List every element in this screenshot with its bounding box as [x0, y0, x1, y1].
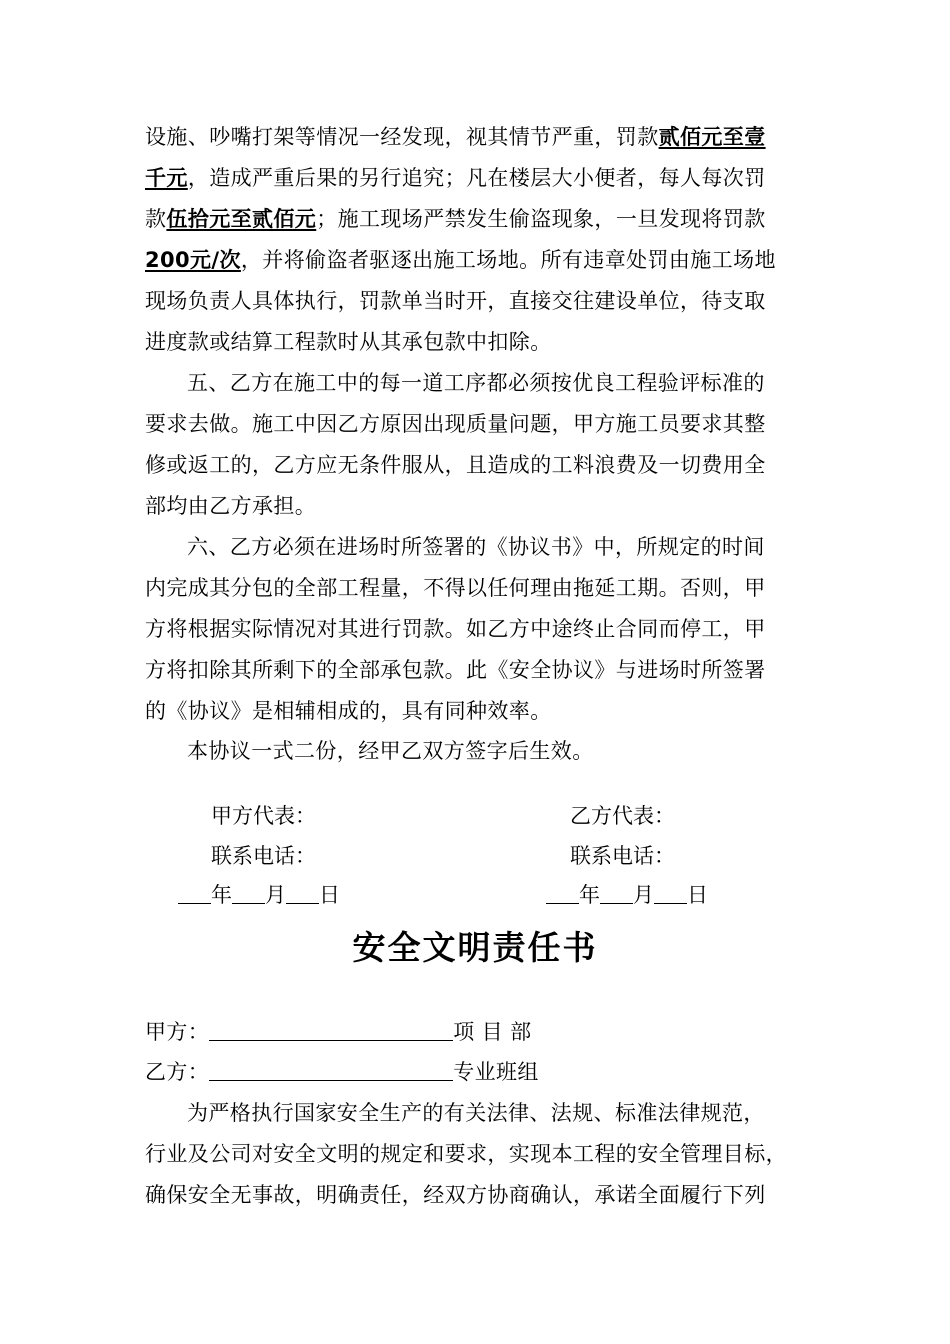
party-b-blank [209, 1058, 453, 1081]
text-run: ，并将偷盗者驱逐出施工场地。所有违章处罚由施工场地 [240, 248, 776, 272]
text-line: 方将根据实际情况对其进行罚款。如乙方中途终止合同而停工，甲 [145, 617, 766, 641]
text-run: 款 [145, 207, 167, 231]
party-b-line [145, 1052, 539, 1092]
party-b-rep-label: 乙方代表： [570, 804, 675, 828]
fine-amount: 伍拾元至贰佰元 [166, 207, 317, 231]
month-label: 月 [633, 883, 654, 907]
year-label: 年 [211, 883, 232, 907]
fine-amount: 贰佰元至壹 [658, 125, 766, 149]
party-a-suffix: 项 目 部 [453, 1020, 532, 1044]
day-label: 日 [319, 883, 340, 907]
year-label: 年 [579, 883, 600, 907]
text-line: 内完成其分包的全部工程量，不得以任何理由拖延工期。否则，甲 [145, 576, 766, 600]
closing-line: 本协议一式二份，经甲乙双方签字后生效。 [187, 739, 594, 763]
date-blank [546, 881, 579, 904]
day-label: 日 [687, 883, 708, 907]
date-blank [654, 881, 687, 904]
text-line: 行业及公司对安全文明的规定和要求，实现本工程的安全管理目标， [145, 1142, 787, 1166]
clause-6-first-line: 六、乙方必须在进场时所签署的《协议书》中，所规定的时间 [187, 535, 765, 559]
text-run: ，造成严重后果的另行追究；凡在楼层大小便者，每人每次罚 [187, 166, 766, 190]
party-b-label: 乙方： [145, 1060, 210, 1084]
text-line: 确保安全无事故，明确责任，经双方协商确认，承诺全面履行下列 [145, 1183, 766, 1207]
party-a-date [178, 875, 340, 915]
document-title: 安全文明责任书 [352, 928, 598, 967]
text-line: 方将扣除其所剩下的全部承包款。此《安全协议》与进场时所签署 [145, 658, 766, 682]
date-blank [600, 881, 633, 904]
intro-first-line: 为严格执行国家安全生产的有关法律、法规、标准法律规范， [187, 1101, 765, 1125]
party-a-label: 甲方： [145, 1020, 210, 1044]
party-a-line [145, 1012, 532, 1052]
text-run: ；施工现场严禁发生偷盗现象，一旦发现将罚款 [316, 207, 766, 231]
fine-amount: 千元 [145, 166, 188, 190]
text-line: 进度款或结算工程款时从其承包款中扣除。 [145, 330, 552, 354]
text-line: 现场负责人具体执行，罚款单当时开，直接交往建设单位，待支取 [145, 289, 766, 313]
fine-amount: 200元/次 [145, 248, 241, 272]
date-blank [232, 881, 265, 904]
party-a-blank [209, 1018, 453, 1041]
text-line: 的《协议》是相辅相成的，具有同种效率。 [145, 699, 552, 723]
text-line [145, 117, 766, 157]
date-blank [286, 881, 319, 904]
text-line: 部均由乙方承担。 [145, 494, 317, 518]
text-line: 要求去做。施工中因乙方原因出现质量问题，甲方施工员要求其整 [145, 412, 766, 436]
party-b-date [546, 875, 708, 915]
party-b-suffix: 专业班组 [453, 1060, 539, 1084]
date-blank [178, 881, 211, 904]
clause-5-first-line: 五、乙方在施工中的每一道工序都必须按优良工程验评标准的 [187, 371, 765, 395]
party-a-rep-label: 甲方代表： [211, 804, 316, 828]
party-a-phone-label: 联系电话： [211, 844, 316, 868]
text-line [145, 158, 766, 198]
party-b-phone-label: 联系电话： [570, 844, 675, 868]
text-line [145, 199, 766, 239]
text-run: 设施、吵嘴打架等情况一经发现，视其情节严重，罚款 [145, 125, 659, 149]
month-label: 月 [265, 883, 286, 907]
text-line [145, 240, 776, 280]
text-line: 修或返工的，乙方应无条件服从，且造成的工料浪费及一切费用全 [145, 453, 766, 477]
